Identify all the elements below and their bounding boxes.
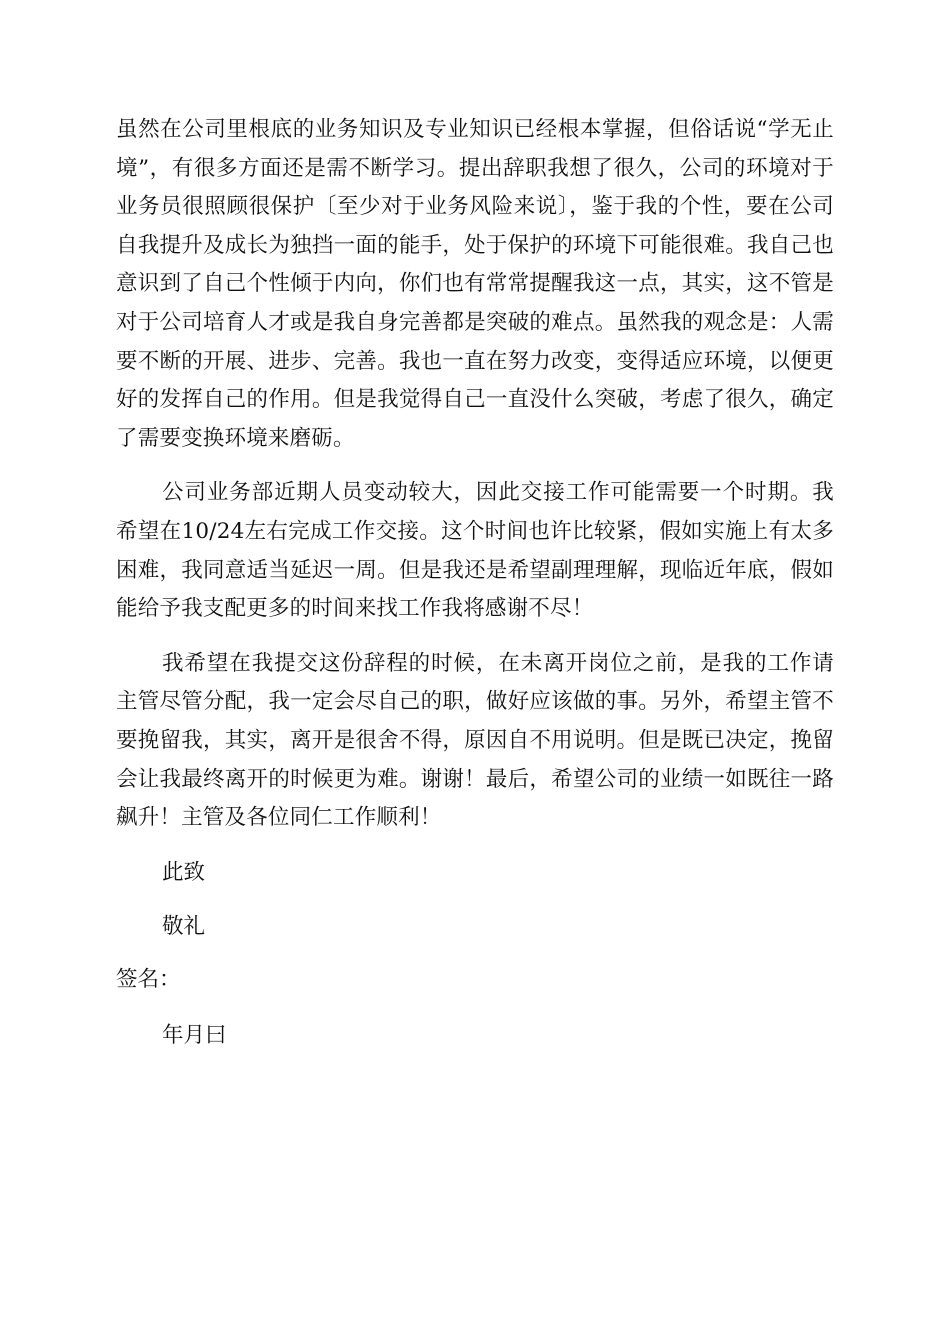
letter-paragraph-2: 公司业务部近期人员变动较大，因此交接工作可能需要一个时期。我希望在10/24左右完成工作交接。这个时间也许比较紧，假如实施上有太多困难，我同意适当延迟一周。但是我还是希望副理理解，现临近年底，假如能给予我支配更多的时间来找工作我将感谢不尽！ bbox=[116, 480, 834, 622]
letter-paragraph-3: 我希望在我提交这份辞程的时候，在未离开岗位之前，是我的工作请主管尽管分配，我一定会尽自己的职，做好应该做的事。另外，希望主管不要挽留我，其实，离开是很舍不得，原因自不用说明。但是既已决定，挽留会让我最终离开的时候更为难。谢谢！最后，希望公司的业绩一如既往一路飙升！主管及各位同仁工作顺利！ bbox=[116, 650, 834, 831]
signature-label: 签名： bbox=[116, 966, 181, 992]
closing-regards: 敬礼 bbox=[162, 914, 206, 940]
date-label: 年月曰 bbox=[162, 1023, 227, 1049]
closing-salutation: 此致 bbox=[162, 859, 206, 885]
letter-body bbox=[116, 111, 834, 1056]
letter-paragraph-1: 虽然在公司里根底的业务知识及专业知识已经根本掌握，但俗话说“学无止境”，有很多方面还是需不断学习。提出辞职我想了很久，公司的环境对于业务员很照顾很保护〔至少对于业务风险来说〕，鉴于我的个性，要在公司自我提升及成长为独挡一面的能手，处于保护的环境下可能很难。我自己也意识到了自己个性倾于内向，你们也有常常提醒我这一点，其实，这不管是对于公司培育人才或是我自身完善都是突破的难点。虽然我的观念是：人需要不断的开展、进步、完善。我也一直在努力改变，变得适应环境，以便更好的发挥自己的作用。但是我觉得自己一直没什么突破，考虑了很久，确定了需要变换环境来磨砺。 bbox=[116, 117, 834, 451]
